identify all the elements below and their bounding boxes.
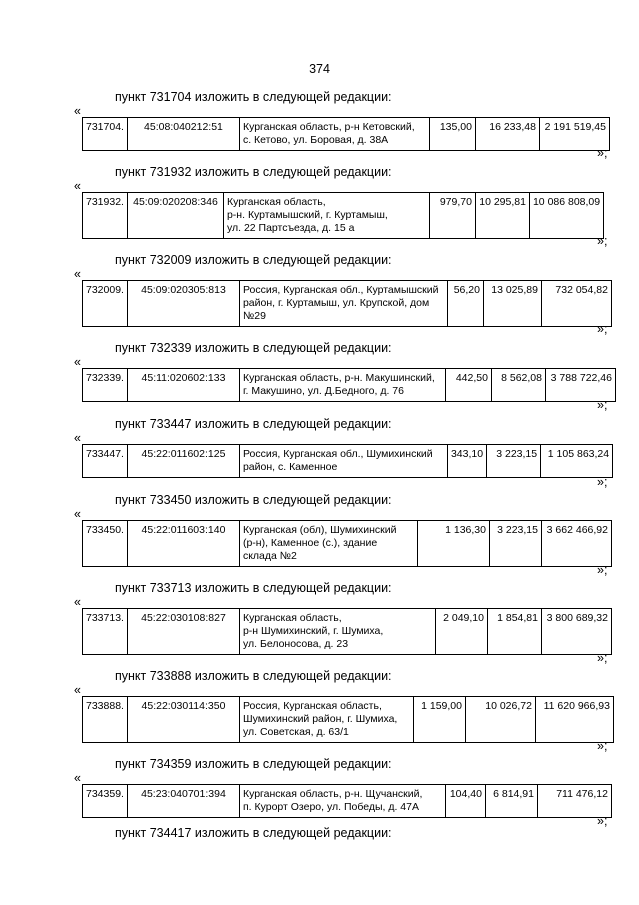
property-table [82, 696, 614, 743]
cell-area: 56,20 [447, 281, 483, 327]
close-quote: »; [597, 398, 608, 412]
cell-cadastral-number: 45:09:020305:813 [127, 281, 239, 327]
cell-price: 8 562,08 [491, 369, 545, 402]
cell-cadastral-number: 45:22:030108:827 [127, 609, 239, 655]
cell-price: 16 233,48 [475, 118, 539, 151]
cell-area: 2 049,10 [435, 609, 487, 655]
address-line: склада №2 [242, 550, 297, 562]
cell-address [223, 193, 429, 239]
cell-total: 711 476,12 [537, 785, 611, 818]
table-row [83, 521, 612, 567]
address-line: Шумихинский район, г. Шумиха, [242, 713, 398, 725]
cell-item-number: 732009. [83, 281, 128, 327]
address-line: Курганская область, р-н. Щучанский, [242, 788, 423, 800]
cell-cadastral-number: 45:11:020602:133 [127, 369, 239, 402]
table-row [83, 697, 614, 743]
address-line: Курганская область, [242, 612, 342, 624]
cell-item-number: 731704. [83, 118, 128, 151]
item-instruction: пункт 732009 изложить в следующей редакции: [115, 253, 392, 267]
address-line: Курганская область, [226, 196, 326, 208]
address-line: п. Курорт Озеро, ул. Победы, д. 47А [242, 801, 419, 813]
property-table [82, 192, 604, 239]
cell-price: 6 814,91 [485, 785, 537, 818]
address-line: №29 [242, 310, 266, 322]
cell-total: 3 800 689,32 [541, 609, 611, 655]
cell-item-number: 732339. [83, 369, 128, 402]
table-row [83, 193, 604, 239]
cell-cadastral-number: 45:08:040212:51 [127, 118, 239, 151]
table-row [83, 369, 616, 402]
table-row [83, 445, 613, 478]
open-quote: « [74, 104, 81, 118]
open-quote: « [74, 267, 81, 281]
address-line: с. Кетово, ул. Боровая, д. 38А [242, 134, 389, 146]
address-line: р-н. Куртамышский, г. Куртамыш, [226, 209, 388, 221]
cell-price: 3 223,15 [487, 445, 541, 478]
page-number: 374 [309, 62, 330, 76]
item-instruction: пункт 733713 изложить в следующей редакции: [115, 581, 392, 595]
property-table [82, 444, 613, 478]
open-quote: « [74, 179, 81, 193]
table-row [83, 281, 612, 327]
cell-cadastral-number: 45:22:011602:125 [127, 445, 239, 478]
cell-price: 1 854,81 [487, 609, 541, 655]
cell-item-number: 731932. [83, 193, 128, 239]
cell-price: 10 295,81 [475, 193, 529, 239]
cell-address [239, 281, 447, 327]
address-line: Курганская область, р-н Кетовский, [242, 121, 415, 133]
cell-cadastral-number: 45:22:030114:350 [127, 697, 239, 743]
cell-area: 979,70 [429, 193, 475, 239]
close-quote: »; [597, 146, 608, 160]
address-line: ул. Белоносова, д. 23 [242, 638, 349, 650]
item-instruction: пункт 731932 изложить в следующей редакции: [115, 165, 392, 179]
property-table [82, 784, 612, 818]
address-line: Курганская область, р-н. Макушинский, [242, 372, 435, 384]
cell-area: 442,50 [445, 369, 491, 402]
cell-item-number: 734359. [83, 785, 128, 818]
cell-price: 13 025,89 [483, 281, 541, 327]
property-table [82, 608, 612, 655]
cell-total: 2 191 519,45 [539, 118, 609, 151]
close-quote: »; [597, 563, 608, 577]
cell-area: 343,10 [447, 445, 486, 478]
cell-item-number: 733713. [83, 609, 128, 655]
cell-area: 104,40 [445, 785, 485, 818]
cell-total: 11 620 966,93 [535, 697, 613, 743]
cell-cadastral-number: 45:23:040701:394 [127, 785, 239, 818]
cell-address [239, 445, 447, 478]
address-line: (р-н), Каменное (с.), здание [242, 537, 378, 549]
cell-cadastral-number: 45:22:011603:140 [127, 521, 239, 567]
item-instruction: пункт 733450 изложить в следующей редакции: [115, 493, 392, 507]
close-quote: »; [597, 651, 608, 665]
address-line: ул. 22 Партсъезда, д. 15 а [226, 222, 355, 234]
address-line: Россия, Курганская обл., Куртамышский [242, 284, 439, 296]
cell-address [239, 697, 413, 743]
item-instruction: пункт 734359 изложить в следующей редакции: [115, 757, 392, 771]
cell-price: 3 223,15 [489, 521, 541, 567]
property-table [82, 280, 612, 327]
item-instruction: пункт 731704 изложить в следующей редакции: [115, 90, 392, 104]
property-table [82, 520, 612, 567]
item-instruction: пункт 733447 изложить в следующей редакции: [115, 417, 392, 431]
cell-area: 1 136,30 [417, 521, 489, 567]
open-quote: « [74, 355, 81, 369]
cell-item-number: 733450. [83, 521, 128, 567]
address-line: Курганская (обл), Шумихинский [242, 524, 397, 536]
address-line: Россия, Курганская область, [242, 700, 382, 712]
final-instruction: пункт 734417 изложить в следующей редакции: [115, 826, 392, 840]
open-quote: « [74, 431, 81, 445]
open-quote: « [74, 595, 81, 609]
close-quote: »; [597, 234, 608, 248]
cell-total: 732 054,82 [541, 281, 611, 327]
address-line: район, с. Каменное [242, 461, 338, 473]
cell-address [239, 521, 417, 567]
cell-cadastral-number: 45:09:020208:346 [127, 193, 223, 239]
item-instruction: пункт 733888 изложить в следующей редакции: [115, 669, 392, 683]
open-quote: « [74, 771, 81, 785]
cell-address [239, 118, 429, 151]
cell-item-number: 733888. [83, 697, 128, 743]
cell-address [239, 785, 445, 818]
table-row [83, 118, 610, 151]
address-line: Россия, Курганская обл., Шумихинский [242, 448, 433, 460]
cell-total: 10 086 808,09 [529, 193, 603, 239]
cell-total: 1 105 863,24 [541, 445, 613, 478]
cell-address [239, 369, 445, 402]
close-quote: »; [597, 814, 608, 828]
open-quote: « [74, 683, 81, 697]
property-table [82, 117, 610, 151]
cell-total: 3 788 722,46 [545, 369, 615, 402]
cell-item-number: 733447. [83, 445, 128, 478]
address-line: р-н Шумихинский, г. Шумиха, [242, 625, 384, 637]
address-line: ул. Советская, д. 63/1 [242, 726, 349, 738]
cell-total: 3 662 466,92 [541, 521, 611, 567]
address-line: район, г. Куртамыш, ул. Крупской, дом [242, 297, 430, 309]
table-row [83, 609, 612, 655]
property-table [82, 368, 616, 402]
cell-price: 10 026,72 [465, 697, 535, 743]
item-instruction: пункт 732339 изложить в следующей редакции: [115, 341, 392, 355]
cell-address [239, 609, 435, 655]
cell-area: 135,00 [429, 118, 475, 151]
cell-area: 1 159,00 [413, 697, 465, 743]
close-quote: »; [597, 739, 608, 753]
address-line: г. Макушино, ул. Д.Бедного, д. 76 [242, 385, 404, 397]
close-quote: »; [597, 475, 608, 489]
open-quote: « [74, 507, 81, 521]
close-quote: »; [597, 322, 608, 336]
table-row [83, 785, 612, 818]
